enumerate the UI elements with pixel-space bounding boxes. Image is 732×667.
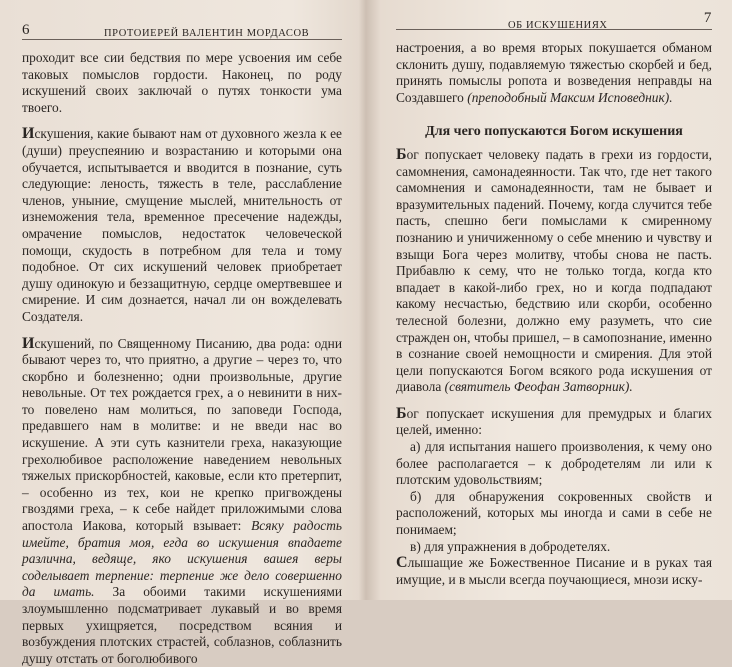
section-heading: Для чего попускаются Богом искушения bbox=[396, 124, 712, 141]
initial-letter: И bbox=[22, 125, 34, 142]
attribution: (святитель Феофан Затворник). bbox=[445, 379, 633, 394]
paragraph bbox=[396, 40, 712, 106]
initial-letter: Б bbox=[396, 405, 407, 422]
paragraph-with-quote bbox=[22, 336, 342, 667]
list-item: в) для упражнения в добродетелях. bbox=[396, 539, 712, 556]
purpose-list bbox=[396, 439, 712, 555]
page-number-right: 7 bbox=[704, 10, 712, 27]
running-header-right: ОБ ИСКУШЕНИЯХ bbox=[508, 20, 608, 31]
left-page-text bbox=[22, 50, 342, 667]
list-item: б) для обнаружения сокровенных свойств и расположений, которых мы иногда и сами в себе не понимаем; bbox=[396, 489, 712, 539]
left-page-header bbox=[22, 22, 342, 42]
paragraph bbox=[396, 147, 712, 396]
paragraph-text: Искушений, по Священному Писанию, два рода: одни бывают через то, что приятно, а другие – через то, что скорбно и болезненно; одни произвольные, другие невольные. От тех рождается грех, а о невинити в них-то повелено нам молиться, по заповеди Господа, предавшего нам в молитве: и не введи нас во искушение. А эти суть казнители греха, наказующие грехолюбивое расположение наведением невольных тяжелых прискорбностей, каковые, если кто претерпит, – особенно из тех, кои не крепко пригвождены гвоздями греха, – к себе найдет приложимыми слова апостола Иакова, который взывает: bbox=[22, 336, 342, 534]
paragraph-text: За обоими такими искушениями злоумышленно подсматривает лукавый и во время первых ухищряется, посредством всяния и возбуждения плотских страстей, соблазнов, соблазнить душу отстать от боголюбивого bbox=[22, 584, 342, 665]
header-rule-right bbox=[396, 29, 712, 30]
paragraph-text: настроения, а во время вторых покушается обманом склонить душу, подавляемую тяжестью скорбей и бед, принять помыслы ропота и возведения неправды на Создавшего bbox=[396, 40, 712, 105]
scripture-quote: Всяку радость имейте, братия моя, егда во искушения впадаете различна, ведяще, яко искушения вашея веры соделывает терпение: терпение же дело совершенно да имать. bbox=[22, 518, 342, 599]
right-page-text bbox=[396, 40, 712, 588]
paragraph: Слышащие же Божественное Писание и в руках тая имущие, и в мысли всегда поучающиеся, мнози иску- bbox=[396, 555, 712, 588]
left-page bbox=[0, 0, 366, 600]
paragraph: Искушения, какие бывают нам от духовного жезла к ее (души) преуспеянию и возрастанию и которыми она обучается, испытывается и вводится в познание, суть следующие: леность, тяжесть в теле, расслабление членов, уныние, смущение мыслей, мнительность от изнеможения тела, временное пресечение надежды, омрачение помыслов, недостаток человеческой помощи, скудость в потребном для тела и тому подобное. От сих искушений человек приобретает душу одинокую и беззащитную, сердце омертвевшее и смирение. И сим дознается, начал ли он вожделевать Создателя. bbox=[22, 126, 342, 325]
list-item: а) для испытания нашего произволения, к чему оно более располагается – к добродетелям ли или к плотским удовольствиям; bbox=[396, 439, 712, 489]
attribution: (преподобный Максим Исповедник). bbox=[467, 90, 672, 105]
right-page bbox=[366, 0, 732, 600]
initial-letter: И bbox=[22, 335, 34, 352]
paragraph: Бог попускает искушения для премудрых и благих целей, именно: bbox=[396, 406, 712, 439]
header-rule-left bbox=[22, 39, 342, 40]
initial-letter: С bbox=[396, 554, 408, 571]
page-number-left: 6 bbox=[22, 22, 30, 39]
paragraph-text: Бог попускает человеку падать в грехи из гордости, самомнения, самонадеянности. Так что, где нет такого самомнения и самонадеянности, там не бывает и вразумительных падений. Почему, когда случится тебе пасть, спешно беги помыслами к смиренному познанию и уничиженному о себе мнению и чувству и взыщи Бога через молитву, чтобы снова не пасть. Прибавлю к сему, что не только тогда, когда кто впадает в какой-либо грех, но и когда подпадают какому несчастью, бедствию или скорби, особенно телесной болезни, должно ему разуметь, что сие стражден он, чтобы пришел, – в самопознание, именно в сознание своей немощности и смирения. Для этой цели попускаются Богом всякого рода искушения от диавола bbox=[396, 147, 712, 394]
right-page-header bbox=[396, 12, 712, 32]
initial-letter: Б bbox=[396, 146, 407, 163]
paragraph: проходит все сии бедствия по мере усвоения им себе таковых помыслов гордости. Наконец, по роду искушений своих заключай о путях тонкости ума твоего. bbox=[22, 50, 342, 116]
running-header-left: ПРОТОИЕРЕЙ ВАЛЕНТИН МОРДАСОВ bbox=[104, 28, 309, 39]
